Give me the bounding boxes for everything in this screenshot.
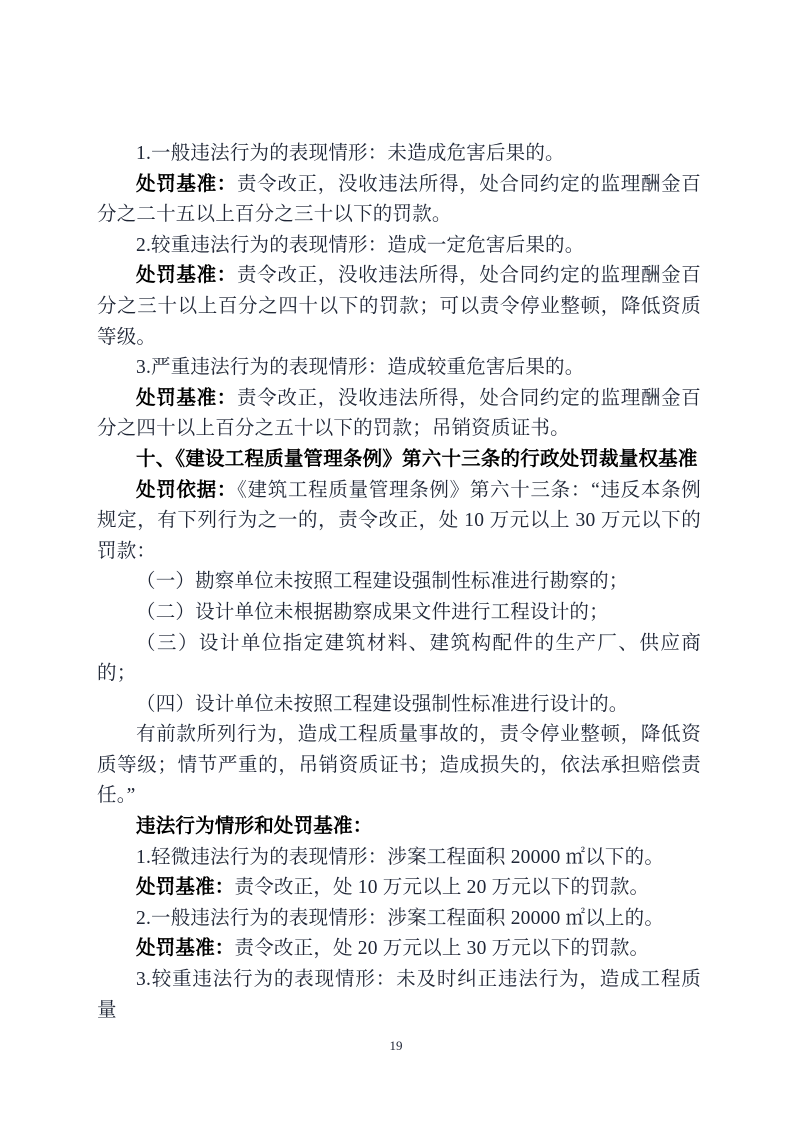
paragraph	[97, 965, 701, 1026]
paragraph-label: 处罚基准：	[136, 387, 237, 409]
list-item-text: （四）设计单位未按照工程建设强制性标准进行设计的。	[136, 693, 629, 715]
list-item-text: （一）勘察单位未按照工程建设强制性标准进行勘察的；	[136, 571, 629, 593]
paragraph-text: 2.较重违法行为的表现情形：造成一定危害后果的。	[136, 234, 585, 256]
list-item	[97, 567, 701, 598]
paragraph-text: 责令改正，没收违法所得，处合同约定的监理酬金百分之二十五以上百分之三十以下的罚款。	[97, 173, 701, 226]
paragraph	[97, 934, 701, 965]
section-heading-text: 十、《建设工程质量管理条例》第六十三条的行政处罚裁量权基准	[136, 448, 698, 470]
list-item-text: （三）设计单位指定建筑材料、建筑构配件的生产厂、供应商的；	[97, 632, 701, 685]
paragraph	[97, 231, 701, 262]
paragraph-label: 处罚基准：	[136, 173, 237, 195]
paragraph-label: 处罚依据：	[136, 479, 238, 501]
list-item	[97, 690, 701, 721]
section-heading	[97, 445, 701, 476]
document-body	[97, 139, 701, 1026]
paragraph	[97, 353, 701, 384]
paragraph	[97, 873, 701, 904]
paragraph	[97, 261, 701, 353]
paragraph-text: 有前款所列行为，造成工程质量事故的，责令停业整顿，降低资质等级；情节严重的，吊销资质证书；造成损失的，依法承担赔偿责任。”	[97, 724, 701, 807]
paragraph-text: 1.一般违法行为的表现情形：未造成危害后果的。	[136, 143, 565, 164]
paragraph	[97, 384, 701, 445]
page-number: 19	[389, 1038, 403, 1053]
list-item	[97, 598, 701, 629]
list-item	[97, 629, 701, 690]
paragraph	[97, 720, 701, 812]
list-item-text: （二）设计单位未根据勘察成果文件进行工程设计的；	[136, 601, 609, 623]
paragraph	[97, 170, 701, 231]
paragraph-text: 责令改正，处 10 万元以上 20 万元以下的罚款。	[234, 877, 650, 899]
paragraph-label: 处罚基准：	[136, 265, 237, 287]
paragraph-label: 处罚基准：	[136, 938, 235, 960]
paragraph	[97, 476, 701, 568]
paragraph-label: 处罚基准：	[136, 877, 235, 899]
paragraph-text: 责令改正，没收违法所得，处合同约定的监理酬金百分之三十以上百分之四十以下的罚款；可以责令停业整顿，降低资质等级。	[97, 265, 701, 348]
paragraph-text: 《建筑工程质量管理条例》第六十三条：“违反本条例规定，有下列行为之一的，责令改正，处 10 万元以上 30 万元以下的罚款：	[97, 479, 701, 562]
paragraph	[97, 904, 701, 935]
paragraph-text: 责令改正，没收违法所得，处合同约定的监理酬金百分之四十以上百分之五十以下的罚款；吊销资质证书。	[97, 387, 701, 440]
paragraph	[97, 843, 701, 874]
sub-heading-text: 违法行为情形和处罚基准：	[136, 816, 373, 838]
paragraph-text: 责令改正，处 20 万元以上 30 万元以下的罚款。	[234, 938, 650, 960]
paragraph-text: 3.严重违法行为的表现情形：造成较重危害后果的。	[136, 357, 585, 379]
paragraph-text: 3.较重违法行为的表现情形：未及时纠正违法行为，造成工程质量	[97, 969, 701, 1021]
sub-heading	[97, 812, 701, 843]
paragraph-text: 2.一般违法行为的表现情形：涉案工程面积 20000 ㎡以上的。	[136, 907, 665, 929]
paragraph-text: 1.轻微违法行为的表现情形：涉案工程面积 20000 ㎡以下的。	[136, 846, 665, 868]
paragraph	[97, 139, 701, 170]
